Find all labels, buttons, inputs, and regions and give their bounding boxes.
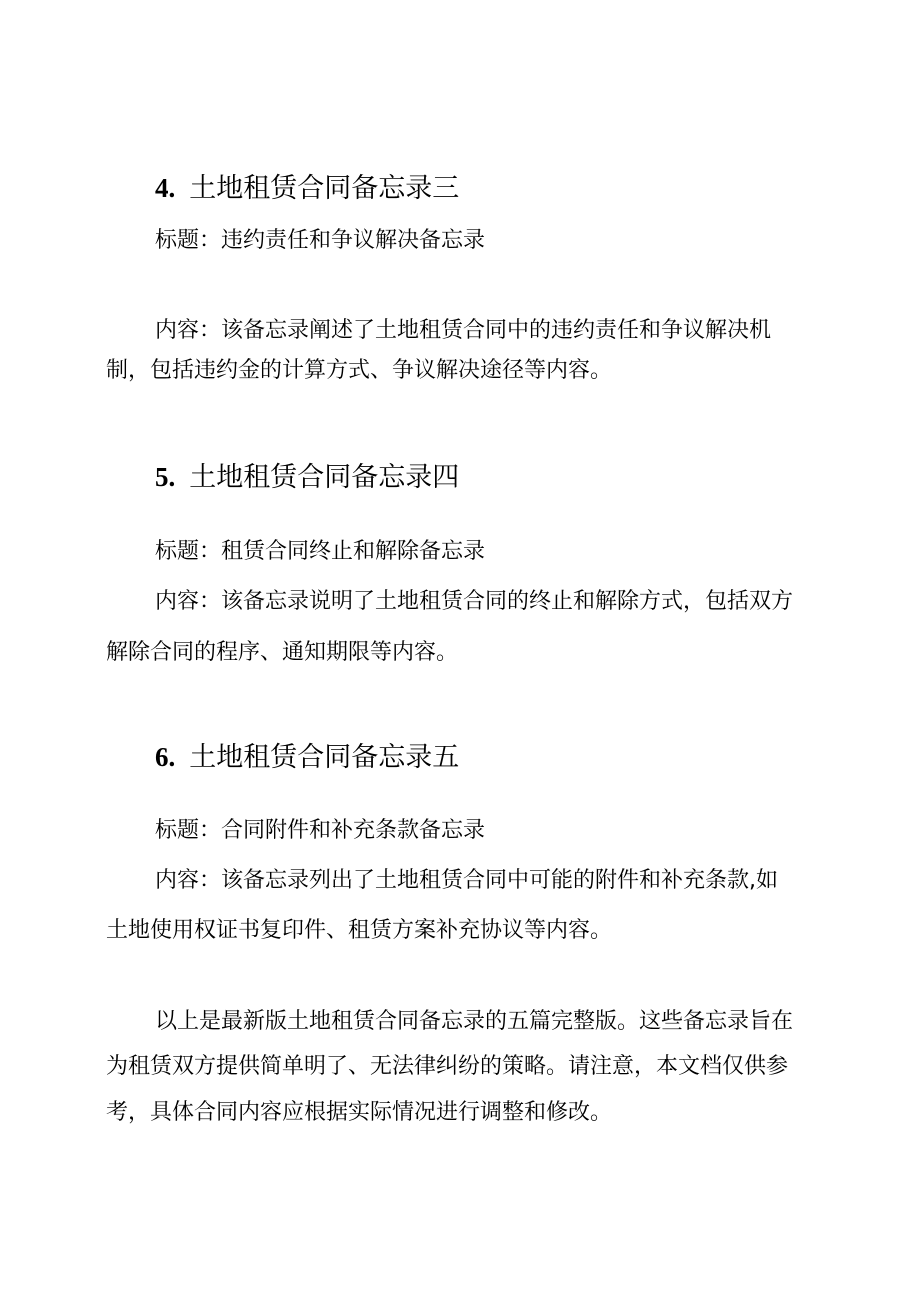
section-5-title-line: 标题：租赁合同终止和解除备忘录 [155,539,486,564]
conclusion-line-1: 以上是最新版土地租赁合同备忘录的五篇完整版。这些备忘录旨在 [155,1009,794,1034]
section-4-heading [155,171,459,206]
section-5-content-line-1: 内容：该备忘录说明了土地租赁合同的终止和解除方式，包括双方 [155,589,794,614]
section-5-content-line-2: 解除合同的程序、通知期限等内容。 [106,640,459,665]
section-4-title-line: 标题：违约责任和争议解决备忘录 [155,228,486,253]
conclusion-line-3: 考，具体合同内容应根据实际情况进行调整和修改。 [106,1100,613,1125]
section-5-heading [155,460,459,495]
section-4-heading-text: 土地租赁合同备忘录三 [189,173,460,204]
conclusion-line-2: 为租赁双方提供简单明了、无法律纠纷的策略。请注意，本文档仅供参 [106,1054,789,1079]
section-6-number: 6. [155,742,176,772]
section-4-content-line-2: 制，包括违约金的计算方式、争议解决途径等内容。 [106,358,613,383]
section-6-heading-text: 土地租赁合同备忘录五 [189,742,460,773]
section-6-heading [155,740,459,775]
section-5-number: 5. [155,462,176,492]
section-5-heading-text: 土地租赁合同备忘录四 [189,462,460,493]
section-6-content-line-2: 土地使用权证书复印件、租赁方案补充协议等内容。 [106,918,613,943]
section-6-title-line: 标题：合同附件和补充条款备忘录 [155,818,486,843]
section-4-number: 4. [155,173,176,203]
section-4-content-line-1: 内容：该备忘录阐述了土地租赁合同中的违约责任和争议解决机 [155,318,772,343]
section-6-content-line-1: 内容：该备忘录列出了土地租赁合同中可能的附件和补充条款,如 [155,868,778,893]
